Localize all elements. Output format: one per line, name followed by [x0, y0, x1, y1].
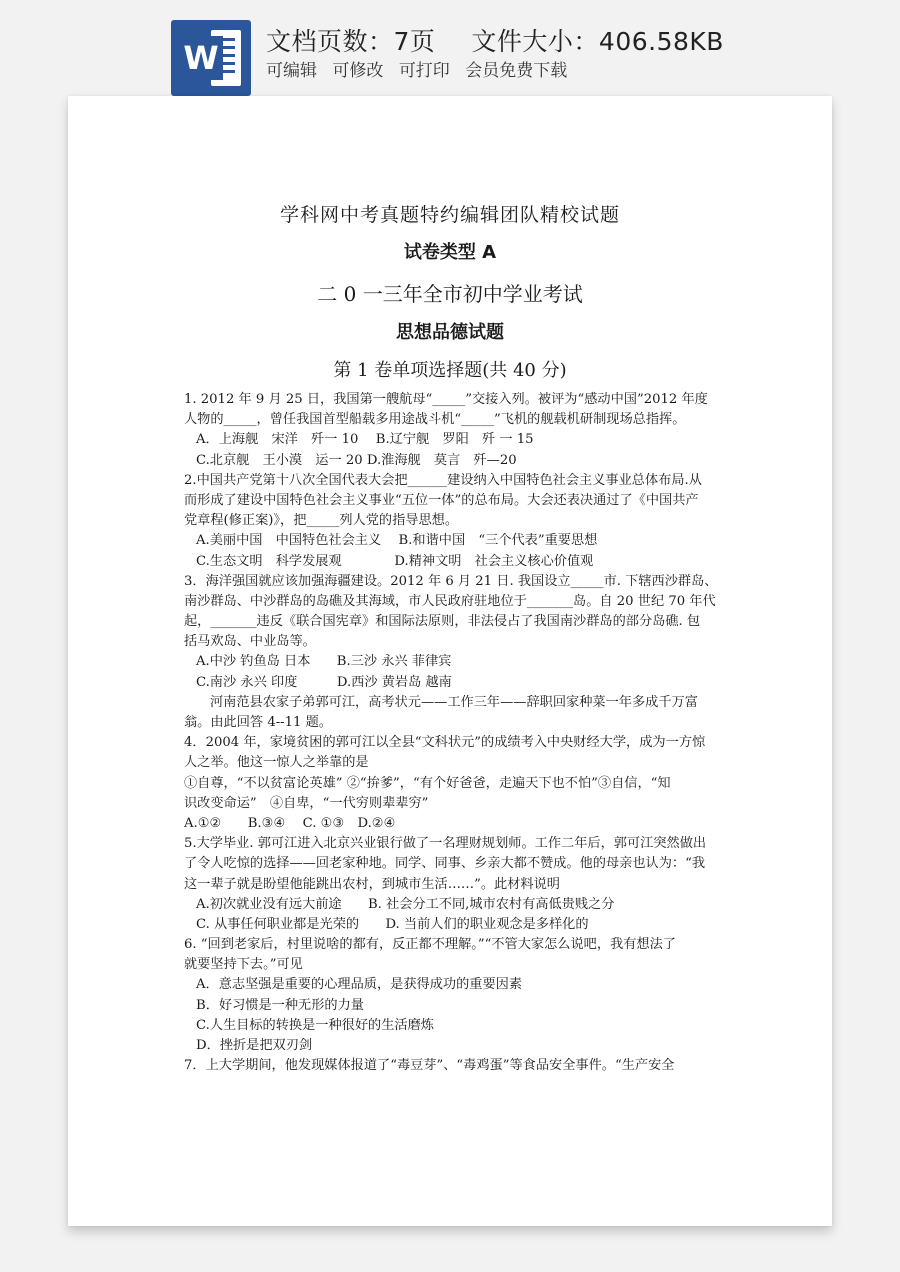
document-line: 南沙群岛、中沙群岛的岛礁及其海域，市人民政府驻地位于_______岛。自 20 世纪 70 年代 — [184, 593, 716, 609]
document-line: A．意志坚强是重要的心理品质，是获得成功的重要因素 — [196, 977, 523, 993]
document-line: C. 从事任何职业都是光荣的 D. 当前人们的职业观念是多样化的 — [196, 916, 589, 932]
question-body — [184, 390, 794, 1076]
feature-modifiable: 可修改 — [332, 61, 384, 81]
document-line: ①自尊，“不以贫富论英雄” ②“拚爹”，“有个好爸爸，走遍天下也不怕”③自信，“知 — [184, 775, 671, 791]
document-line: A.①② B.③④ C. ①③ D.②④ — [184, 815, 396, 831]
document-line: 7．上大学期间，他发现媒体报道了“毒豆芽”、“毒鸡蛋”等食品安全事件。“生产安全 — [184, 1058, 675, 1074]
page-count-label: 文档页数：7页 — [266, 27, 436, 56]
document-line: B．好习惯是一种无形的力量 — [196, 997, 364, 1013]
document-line: A.初次就业没有远大前途 B. 社会分工不同,城市农村有高低贵贱之分 — [196, 896, 615, 912]
document-line: C.北京舰 王小漠 运一 20 D.淮海舰 莫言 歼—20 — [196, 452, 517, 468]
document-line: A.美丽中国 中国特色社会主义 B.和谐中国 “三个代表”重要思想 — [196, 533, 598, 549]
document-line: 括马欢岛、中业岛等。 — [184, 634, 316, 650]
feature-member-download: 会员免费下载 — [465, 61, 568, 81]
document-line: D．挫折是把双刃剑 — [196, 1038, 313, 1053]
file-meta-primary — [266, 22, 724, 58]
document-line: A.中沙 钓鱼岛 日本 B.三沙 永兴 菲律宾 — [196, 654, 452, 670]
document-line: A．上海舰 宋洋 歼一 10 B.辽宁舰 罗阳 歼 一 15 — [196, 432, 534, 448]
document-line: 人物的_____，曾任我国首型船载多用途战斗机“_____”飞机的舰载机研制现场总指挥。 — [184, 412, 686, 428]
word-icon-letter: W — [179, 36, 223, 80]
file-features — [266, 56, 577, 81]
document-line: 5.大学毕业. 郭可江进入北京兴业银行做了一名理财规划师。工作二年后，郭可江突然做出 — [184, 836, 707, 852]
exam-title: 二 0 一三年全市初中学业考试 — [317, 282, 583, 306]
document-line: 识改变命运” ④自卑，“一代穷则辈辈穷” — [184, 795, 429, 811]
document-line: 河南范县农家子弟郭可江，高考状元——工作三年——辞职回家种菜一年多成千万富 — [210, 694, 698, 710]
document-line: 人之举。他这一惊人之举靠的是 — [184, 755, 369, 771]
document-line: 2.中国共产党第十八次全国代表大会把______建设纳入中国特色社会主义事业总体布局.从 — [184, 472, 702, 488]
document-header-title: 学科网中考真题特约编辑团队精校试题 — [279, 204, 620, 226]
document-line: C.南沙 永兴 印度 D.西沙 黄岩岛 越南 — [196, 674, 452, 690]
document-line: 6. “回到老家后，村里说啥的都有，反正都不理解。”“不管大家怎么说吧，我有想法了 — [184, 937, 676, 953]
word-document-icon — [171, 20, 251, 96]
feature-editable: 可编辑 — [266, 61, 317, 81]
document-line: 而形成了建设中国特色社会主义事业“五位一体”的总布局。大会还表决通过了《中国共产 — [184, 492, 699, 508]
document-line: 党章程(修正案)》，把_____列人党的指导思想。 — [184, 513, 459, 529]
paper-type: 试卷类型 A — [403, 242, 497, 263]
document-line: C.人生目标的转换是一种很好的生活磨炼 — [196, 1017, 434, 1033]
document-line: 翁。由此回答 4--11 题。 — [184, 715, 332, 730]
section-title: 第 1 卷单项选择题(共 40 分) — [333, 360, 567, 381]
file-info-banner — [0, 0, 900, 96]
document-line: 这一辈子就是盼望他能跳出农村，到城市生活……”。此材料说明 — [184, 876, 560, 892]
file-size-label: 文件大小：406.58KB — [471, 27, 724, 56]
feature-printable: 可打印 — [398, 61, 450, 81]
document-page — [68, 96, 832, 1226]
document-line: 起，_______违反《联合国宪章》和国际法原则，非法侵占了我国南沙群岛的部分岛礁. 包 — [184, 614, 701, 630]
document-line: 1. 2012 年 9 月 25 日，我国第一艘航母“_____”交接入列。被评为“感动中国”2012 年度 — [184, 392, 708, 407]
subject-title: 思想品德试题 — [396, 322, 504, 343]
document-line: C.生态文明 科学发展观 D.精神文明 社会主义核心价值观 — [196, 553, 594, 569]
document-line: 就要坚持下去。”可见 — [184, 957, 303, 973]
document-line: 了令人吃惊的选择——回老家种地。同学、同事、乡亲大都不赞成。他的母亲也认为：“我 — [184, 856, 706, 872]
document-line: 3．海洋强国就应该加强海疆建设。2012 年 6 月 21 日. 我国设立_____市. 下辖西沙群岛、 — [184, 573, 718, 589]
document-line: 4．2004 年，家境贫困的郭可江以全县“文科状元”的成绩考入中央财经大学，成为一方惊 — [184, 735, 706, 751]
